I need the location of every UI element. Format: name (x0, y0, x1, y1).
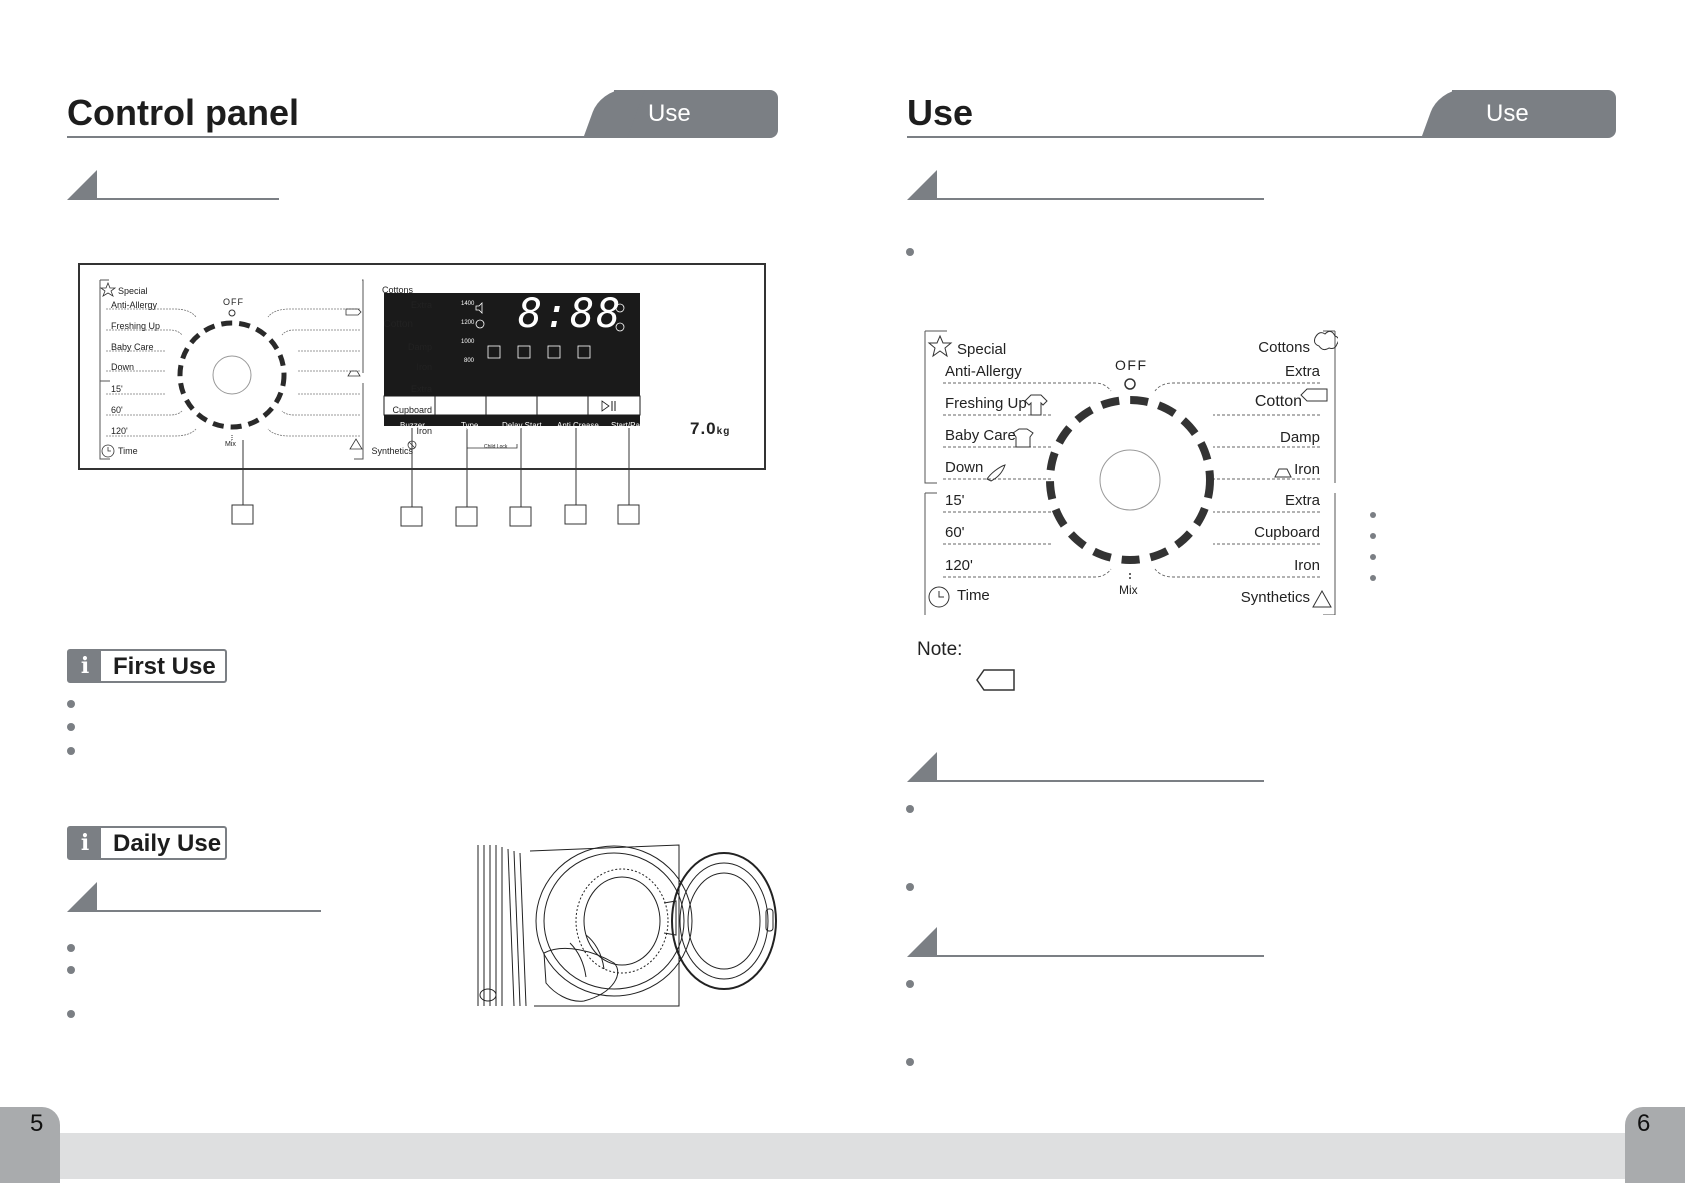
type-button[interactable]: Type (461, 421, 479, 430)
daily-use-section-marker (67, 882, 324, 914)
panel-right-label: Synthetics (371, 446, 413, 456)
display-digits: 8:88 (518, 291, 623, 337)
first-use-bullet (67, 723, 75, 731)
left-page-title: Control panel (67, 92, 299, 133)
dial-left-label: 15' (945, 492, 965, 509)
info-icon: i (69, 651, 101, 681)
speed-1200: 1200 (461, 320, 475, 326)
right-bullet (906, 883, 914, 891)
dial-left-label: 120' (945, 557, 973, 574)
first-use-label: First Use (113, 653, 216, 680)
right-page-title: Use (907, 92, 974, 133)
speed-1400: 1400 (461, 301, 475, 307)
panel-labels (78, 263, 768, 463)
panel-off-label: OFF (223, 297, 244, 307)
left-title-rule (67, 136, 627, 138)
program-dial-labels (923, 325, 1338, 615)
right-bullet (906, 248, 914, 256)
dial-right-label: Iron (1294, 557, 1320, 574)
dial-off-label: OFF (1115, 357, 1148, 373)
panel-left-label: Baby Care (111, 342, 154, 352)
first-use-bullet (67, 747, 75, 755)
capacity-label (690, 419, 730, 439)
dial-left-label: Baby Care (945, 427, 1016, 444)
right-section-tab: Use Process (1452, 90, 1616, 138)
anti-crease-button[interactable]: Anti Crease (557, 421, 599, 430)
panel-right-label: Damp (407, 342, 432, 352)
daily-use-badge (67, 826, 227, 860)
delay-start-button[interactable]: Delay Start (502, 421, 542, 430)
panel-right-label: Iron (416, 362, 432, 372)
left-page-number: 5 (30, 1110, 44, 1137)
dial-right-label: Extra (1284, 363, 1320, 380)
start-pause-button[interactable]: Start/Pause (611, 421, 653, 430)
left-section-tab: Use Process (614, 90, 778, 138)
speed-1000: 1000 (461, 339, 475, 345)
dial-left-label: Special (957, 341, 1007, 358)
panel-left-label: Special (118, 286, 148, 296)
dial-left-label: Time (957, 587, 990, 604)
panel-right-label: Cottons (381, 285, 413, 295)
left-section-marker (67, 170, 282, 202)
panel-left-label: 120' (111, 426, 128, 436)
dial-right-label: Extra (1284, 492, 1320, 509)
panel-right-label: Extra (410, 384, 432, 394)
capacity-value: 7.0 (690, 419, 717, 438)
panel-right-label: Cotton (383, 319, 413, 330)
side-bullet (1370, 512, 1376, 518)
panel-left-label: 60' (111, 405, 123, 415)
dial-right-label: Damp (1279, 429, 1320, 446)
daily-use-label: Daily Use (113, 830, 222, 857)
capacity-unit: kg (716, 426, 731, 437)
panel-left-label: 15' (111, 384, 123, 394)
dial-right-label: Iron (1294, 461, 1320, 478)
daily-use-bullet (67, 966, 75, 974)
panel-left-label: Freshing Up (111, 321, 161, 331)
first-use-badge (67, 649, 227, 683)
panel-right-label: Iron (416, 426, 432, 436)
page-footer-band (0, 1133, 1685, 1179)
dryer-door-illustration (474, 843, 779, 1008)
daily-use-bullet (67, 1010, 75, 1018)
info-icon: i (69, 828, 101, 858)
daily-use-bullet (67, 944, 75, 952)
right-page-number: 6 (1637, 1110, 1651, 1137)
right-title-rule (907, 136, 1467, 138)
right-section-marker-2 (907, 752, 1267, 784)
side-bullet (1370, 554, 1376, 560)
right-bullet (906, 1058, 914, 1066)
panel-right-label: Extra (410, 300, 432, 310)
right-page-number-box (1625, 1107, 1685, 1183)
right-bullet (906, 805, 914, 813)
panel-left-label: Time (118, 446, 138, 456)
panel-left-label: Anti-Allergy (111, 300, 158, 310)
dial-left-label: 60' (945, 524, 965, 541)
dial-left-label: Down (945, 459, 984, 476)
right-section-marker-1 (907, 170, 1267, 202)
dial-right-label: Cotton (1254, 393, 1302, 410)
dial-right-label: Cottons (1258, 339, 1310, 356)
dial-left-label: Freshing Up (945, 395, 1027, 412)
dial-right-label: Synthetics (1240, 589, 1310, 606)
dial-right-label: Cupboard (1254, 524, 1320, 541)
side-bullet (1370, 575, 1376, 581)
right-section-marker-3 (907, 927, 1267, 959)
cotton-tag-icon (976, 669, 1016, 691)
dial-left-label: Anti-Allergy (945, 363, 1022, 380)
speed-800: 800 (464, 358, 475, 364)
panel-right-label: Cupboard (392, 405, 432, 415)
child-lock-label: Child Lock (484, 444, 508, 450)
buzzer-button[interactable]: Buzzer (400, 421, 425, 430)
dial-mix-label: Mix (1119, 583, 1138, 597)
right-bullet (906, 980, 914, 988)
side-bullet (1370, 533, 1376, 539)
panel-mix-label: Mix (225, 441, 236, 448)
note-label: Note: (917, 639, 963, 660)
first-use-bullet (67, 700, 75, 708)
panel-left-label: Down (111, 362, 135, 372)
